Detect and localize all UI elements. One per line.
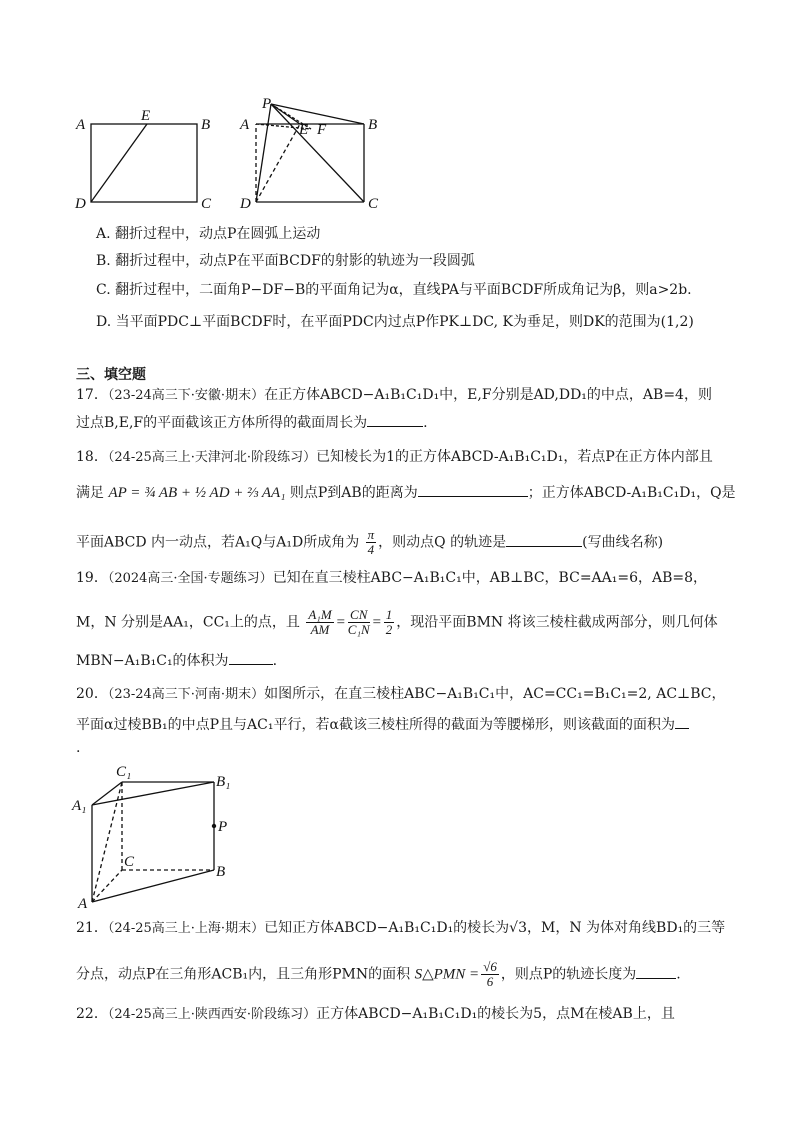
q19-answer-blank[interactable] [229, 650, 273, 665]
q17-answer-blank[interactable] [367, 412, 423, 427]
q18-angle-fraction: $\frac{\pi}{4}$ [367, 527, 375, 557]
folding-figures [0, 0, 800, 230]
q18-answer-blank-1[interactable] [418, 482, 528, 497]
label-fold-p: P [262, 96, 272, 112]
option-c: C. 翻折过程中，二面角P−DF−B的平面角记为α，直线PA与平面BCDF所成角记为β，则a>2b. [96, 282, 692, 298]
q18-answer-blank-2[interactable] [506, 532, 582, 547]
q18-line3: 平面ABCD 内一动点，若A₁Q与A₁D所成角为 $\frac{\pi}{4}$ ，则动点Q 的轨迹是 (写曲线名称) [76, 527, 664, 557]
q18-line2: 满足 AP = ¾ AB + ½ AD + ⅔ AA₁ 则点P到AB的距离为 ；正方体ABCD-A₁B₁C₁D₁，Q是 [76, 482, 730, 503]
q21-answer-blank[interactable] [636, 964, 676, 979]
option-a: A. 翻折过程中，动点P在圆弧上运动 [96, 226, 321, 242]
label-a1: A₁ [72, 798, 87, 814]
label-b: B [216, 864, 226, 880]
point-p [212, 824, 216, 828]
label-c: C [124, 854, 135, 870]
label-rect-e: E [141, 108, 151, 124]
label-fold-e: E [299, 122, 309, 138]
rect-abcd [91, 124, 197, 202]
label-fold-f: F [317, 122, 327, 138]
label-rect-d: D [75, 196, 86, 212]
label-c1: C₁ [116, 764, 132, 780]
folded-figure [256, 104, 364, 202]
label-fold-a: A [240, 117, 250, 133]
q20-line1: 20．（23-24高三下·河南·期末）如图所示，在直三棱柱ABC−A₁B₁C₁中，AC=CC₁=B₁C₁=2, AC⊥BC， [76, 686, 726, 702]
q19-line2: M，N 分别是AA₁，CC₁上的点，且 $\frac{\text{A₁M}}{AM}$ = $\frac{CN}{\text{C₁N}}$ = $\frac{1}{2}$ ，现沿平面BMN 将该三棱柱截成两部分，则几何体 [76, 607, 718, 637]
label-fold-b: B [368, 117, 378, 133]
q22-line1: 22．（24-25高三上·陕西西安·阶段练习）正方体ABCD−A₁B₁C₁D₁的棱长为5，点M在棱AB上，且 [76, 1006, 675, 1022]
label-rect-c: C [201, 196, 212, 212]
label-p: P [218, 819, 228, 835]
q20-line2: 平面α过棱BB₁的中点P且与AC₁平行，若α截该三棱柱所得的截面为等腰梯形，则该截面的面积为 [76, 714, 730, 735]
q20-answer-blank[interactable] [675, 714, 689, 729]
q21-line2: 分点，动点P在三角形ACB₁内，且三角形PMN的面积 S△PMN = $\frac{√6}{6}$ ，则点P的轨迹长度为 . [76, 959, 681, 989]
rectangle-figure [91, 124, 197, 202]
section-title: 三、填空题 [76, 367, 146, 383]
q21-line1: 21．（24-25高三上·上海·期末）已知正方体ABCD−A₁B₁C₁D₁的棱长为√3，M，N 为体对角线BD₁的三等 [76, 920, 726, 936]
label-rect-b: B [201, 117, 211, 133]
q19-line1: 19．（2024高三·全国·专题练习）已知在直三棱柱ABC−A₁B₁C₁中，AB⊥BC，BC=AA₁=6，AB=8， [76, 570, 708, 586]
q17-line2: 过点B,E,F的平面截该正方体所得的截面周长为 . [76, 412, 730, 433]
label-b1: B₁ [216, 774, 231, 790]
label-rect-a: A [76, 117, 86, 133]
option-d: D. 当平面PDC⊥平面BCDF时，在平面PDC内过点P作PK⊥DC, K为垂足，则DK的范围为(1,2) [96, 314, 694, 330]
label-a: A [78, 896, 88, 910]
q18-line1: 18．（24-25高三上·天津河北·阶段练习）已知棱长为1的正方体ABCD-A₁B₁C₁D₁，若点P在正方体内部且 [76, 449, 713, 465]
label-fold-d: D [240, 196, 251, 212]
segment-de [91, 124, 147, 202]
label-fold-c: C [368, 196, 379, 212]
q19-line3: MBN−A₁B₁C₁的体积为 . [76, 650, 730, 671]
option-b: B. 翻折过程中，动点P在平面BCDF的射影的轨迹为一段圆弧 [96, 253, 475, 269]
q20-line3: . [76, 740, 81, 756]
q17-line1: 17．（23-24高三下·安徽·期末）在正方体ABCD−A₁B₁C₁D₁中，E,F分别是AD,DD₁的中点，AB=4，则 [76, 387, 712, 403]
prism-figure [68, 760, 268, 910]
